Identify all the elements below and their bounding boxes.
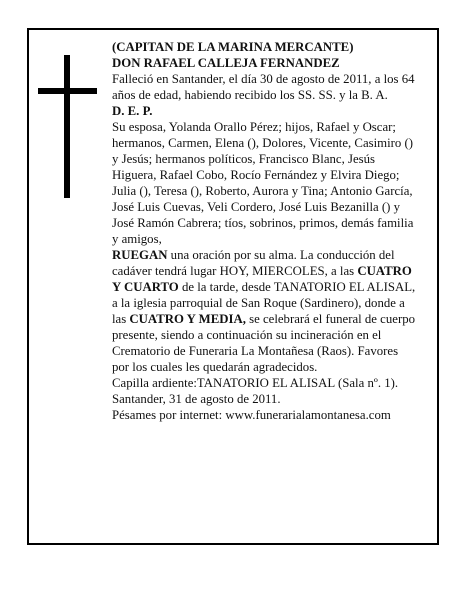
service-mid-text: de la tarde, desde TANATORIO EL ALISAL, a la iglesia parroquial de San Roque (Sardinero), donde a las	[112, 280, 416, 326]
cross-icon-bar	[38, 88, 97, 94]
family-list: Su esposa, Yolanda Orallo Pérez; hijos, Rafael y Oscar; hermanos, Carmen, Elena (), Dolores, Vicente, Casimiro () y Jesús; hermanos políticos, Francisco Blanc, Jesús Higuera, Rafael Cobo, Rocío Fernández y Elvira Diego; Julia (), Teresa (), Roberto, Aurora y Tina; Antonio García, José Luis Cuevas, Veli Cordero, José Luis Bezanilla () y José Ramón Cabrera; tíos, sobrinos, primos, demás familia y amigos,	[112, 120, 414, 246]
service-time-2: CUATRO Y MEDIA,	[129, 312, 246, 326]
chapel-info: Capilla ardiente:TANATORIO EL ALISAL (Sala nº. 1).	[112, 376, 399, 390]
ruegan-text: una oración por su alma. La conducción del cadáver tendrá lugar HOY, MIERCOLES, a las	[112, 248, 395, 278]
service-end-text: se celebrará el funeral de cuerpo presente, siendo a continuación su incineración en el Crematorio de Funeraria La Montañesa (Raos). Favores por los cuales les quedarán agradecidos.	[112, 312, 416, 374]
dep-line: D. E. P.	[112, 104, 153, 118]
cross-icon	[64, 55, 70, 198]
notice-date: Santander, 31 de agosto de 2011.	[112, 392, 281, 406]
ruegan-word: RUEGAN	[112, 248, 168, 262]
service-time-1: CUATRO Y CUARTO	[112, 264, 412, 294]
service-paragraph	[112, 247, 416, 375]
deceased-name: DON RAFAEL CALLEJA FERNANDEZ	[112, 56, 340, 70]
condolences-link: Pésames por internet: www.funerarialamontanesa.com	[112, 408, 391, 422]
rank-line: (CAPITAN DE LA MARINA MERCANTE)	[112, 40, 354, 54]
obituary-text	[112, 39, 416, 423]
death-info: Falleció en Santander, el día 30 de agosto de 2011, a los 64 años de edad, habiendo recibido los SS. SS. y la B. A.	[112, 72, 415, 102]
